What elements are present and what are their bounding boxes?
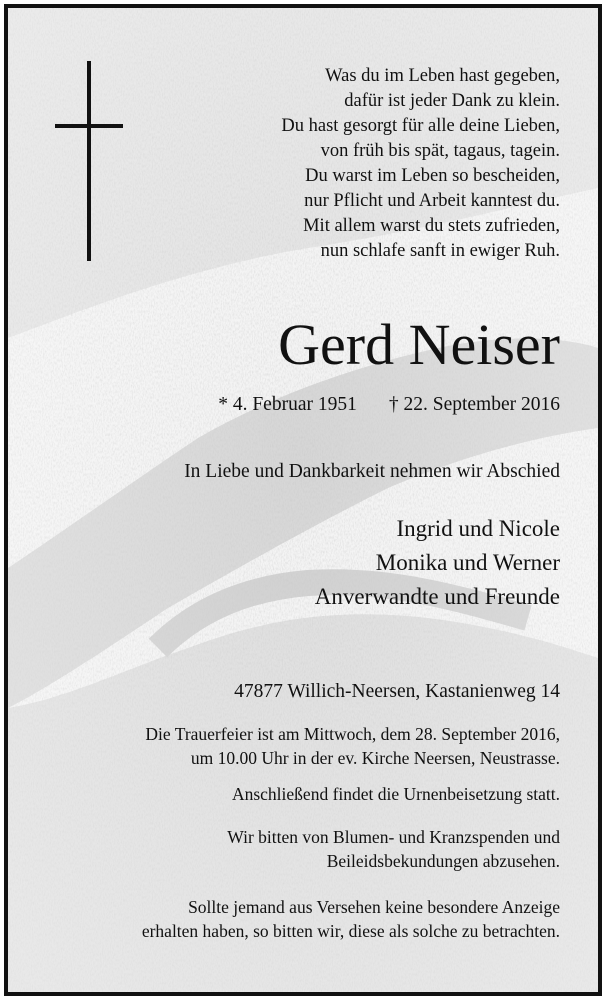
poem-line: nur Pflicht und Arbeit kanntest du. xyxy=(304,191,560,211)
poem-line: dafür ist jeder Dank zu klein. xyxy=(344,91,560,111)
urn-line: Anschließend findet die Urnenbeisetzung statt. xyxy=(231,784,560,804)
deceased-name: Gerd Neiser xyxy=(278,312,560,377)
mourners-list xyxy=(315,512,560,614)
poem-line: von früh bis spät, tagaus, tagein. xyxy=(320,141,560,161)
urn-burial-info xyxy=(232,782,560,806)
mourner: Monika und Werner xyxy=(375,550,560,575)
flowers-line: Beileidsbekundungen abzusehen. xyxy=(326,851,560,871)
mourner: Anverwandte und Freunde xyxy=(314,584,560,609)
notice-line: Sollte jemand aus Versehen keine besondere Anzeige xyxy=(188,897,560,917)
funeral-line: um 10.00 Uhr in der ev. Kirche Neersen, Neustrasse. xyxy=(190,748,560,768)
poem-line: nun schlafe sanft in ewiger Ruh. xyxy=(320,241,560,261)
poem-line: Du warst im Leben so bescheiden, xyxy=(305,166,560,186)
funeral-info xyxy=(145,722,560,770)
poem xyxy=(281,64,560,264)
birth-date: * 4. Februar 1951 xyxy=(218,394,357,415)
flowers-request xyxy=(227,825,560,873)
death-date: † 22. September 2016 xyxy=(388,394,560,415)
address: 47877 Willich-Neersen, Kastanienweg 14 xyxy=(234,681,560,702)
notice-line: erhalten haben, so bitten wir, diese als solche zu betrachten. xyxy=(141,921,560,941)
life-dates xyxy=(218,392,560,418)
poem-line: Was du im Leben hast gegeben, xyxy=(325,66,560,86)
farewell-line: In Liebe und Dankbarkeit nehmen wir Abschied xyxy=(184,461,560,482)
flowers-line: Wir bitten von Blumen- und Kranzspenden und xyxy=(227,827,560,847)
cross-horizontal-bar xyxy=(55,124,123,128)
poem-line: Du hast gesorgt für alle deine Lieben, xyxy=(281,116,560,136)
funeral-line: Die Trauerfeier ist am Mittwoch, dem 28. September 2016, xyxy=(145,724,560,744)
notice-info xyxy=(142,895,560,943)
obituary-frame xyxy=(4,4,602,996)
mourner: Ingrid und Nicole xyxy=(396,516,560,541)
cross-vertical-bar xyxy=(87,61,91,261)
poem-line: Mit allem warst du stets zufrieden, xyxy=(303,216,560,236)
